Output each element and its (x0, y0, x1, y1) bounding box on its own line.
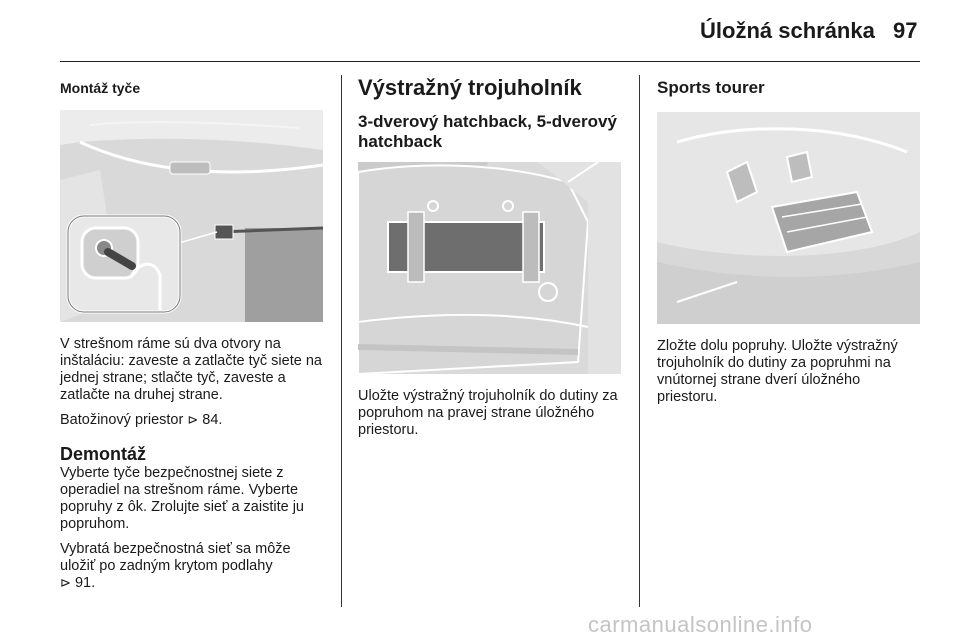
hatchback-text: Uložte výstražný trojuholník do dutiny za popruhom na pravej strane úložného priestoru. (358, 388, 618, 438)
cargo-reference: Batožinový priestor ⊳ 84. (60, 412, 223, 428)
heading-removal: Demontáž (60, 444, 147, 464)
rod-installation-illustration (60, 110, 323, 322)
rod-install-text: V strešnom ráme sú dva otvory na inštaláciu: zaveste a zatlačte tyč siete na jednej strane; stlačte tyč, zaveste a zatlačte na druhej strane. (60, 336, 322, 403)
column-right (657, 70, 921, 414)
sports-tourer-triangle-illustration (657, 112, 920, 324)
column-divider (341, 75, 342, 607)
reference-arrow-icon: ⊳ (60, 576, 71, 591)
hatchback-triangle-illustration (358, 162, 621, 374)
subheading-hatchback: 3-dverový hatchback, 5-dverový hatchback (358, 112, 617, 151)
header-rule (60, 61, 920, 62)
page-number: 97 (893, 18, 918, 43)
page-header-title: Úložná schránka (700, 18, 875, 43)
heading-sports-tourer: Sports tourer (657, 78, 765, 97)
heading-warning-triangle: Výstražný trojuholník (358, 75, 582, 100)
column-left (60, 70, 324, 600)
storage-text: Vybratá bezpečnostná sieť sa môže uložiť po zadným krytom podlahy ⊳ 91. (60, 541, 291, 591)
column-divider (639, 75, 640, 607)
removal-text: Vyberte tyče bezpečnostnej siete z operadiel na strešnom ráme. Vyberte popruhy z ôk. Zrolujte sieť a zaistite ju popruhom. (60, 465, 304, 532)
watermark: carmanualsonline.info (588, 612, 813, 637)
sports-tourer-text: Zložte dolu popruhy. Uložte výstražný trojuholník do dutiny za popruhmi na vnútornej strane dverí úložného priestoru. (657, 338, 898, 405)
heading-rod-install: Montáž tyče (60, 80, 141, 96)
reference-arrow-icon: ⊳ (187, 413, 199, 428)
column-middle (358, 70, 622, 447)
